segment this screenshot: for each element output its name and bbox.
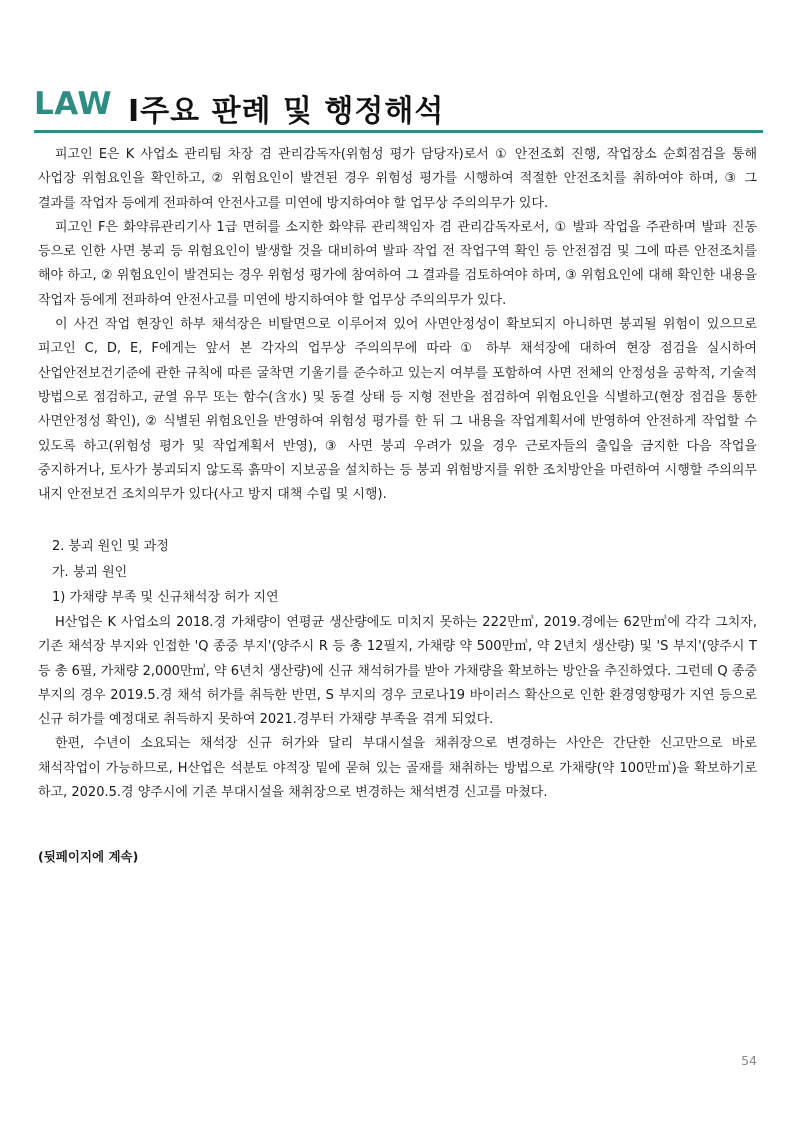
heading-section-2: 2. 붕괴 원인 및 과정: [52, 539, 169, 555]
page-header: [34, 84, 762, 128]
document-body: [38, 143, 757, 867]
spacer: [38, 507, 757, 534]
paragraph-reserves: H산업은 K 사업소의 2018.경 가채량이 연평균 생산량에도 미치지 못하는 222만㎥, 2019.경에는 62만㎥에 각각 그치자, 기존 채석장 부지와 인접한 'Q 종중 부지'(양주시 R 등 총 12필지, 가채량 약 500만㎥, 약 2년치 생산량) 및 'S 부지'(양주시 T 등 총 6필, 가채량 2,000만㎥, 약 6년치 생산량)에 신규 채석허가를 받아 가채량을 확보하는 방안을 추진하였다. 그런데 Q 종중 부지의 경우 2019.5.경 채석 허가를 취득한 반면, S 부지의 경우 코로나19 바이러스 확산으로 인한 환경영향평가 지연 등으로 신규 허가를 예정대로 취득하지 못하여 2021.경부터 가채량 부족을 겪게 되었다.: [38, 614, 757, 728]
paragraph-site-duties: 이 사건 작업 현장인 하부 채석장은 비탈면으로 이루어져 있어 사면안정성이 확보되지 아니하면 붕괴될 위험이 있으므로 피고인 C, D, E, F에게는 앞서 본 각자의 업무상 주의의무에 따라 ① 하부 채석장에 대하여 현장 점검을 실시하여 산업안전보건기준에 관한 규칙에 따른 굴착면 기울기를 준수하고 있는지 여부를 포함하여 사면 전체의 안정성을 공학적, 기술적 방법으로 점검하고, 균열 유무 또는 함수(含水) 및 동결 상태 등 지형 전반을 점검하여 위험요인을 식별하고(현장 점검을 통한 사면안정성 확인), ② 식별된 위험요인을 반영하여 위험성 평가를 한 뒤 그 내용을 작업계획서에 반영하여 안전하게 작업할 수 있도록 하고(위험성 평가 및 작업계획서 반영), ③ 사면 붕괴 우려가 있을 경우 근로자들의 출입을 금지한 다음 작업을 중지하거나, 토사가 붕괴되지 않도록 흙막이 지보공을 설치하는 등 붕괴 위험방지를 위한 조치방안을 마련하여 시행할 주의의무 내지 안전보건 조치의무가 있다(사고 방지 대책 수립 및 시행).: [38, 317, 757, 503]
continued-note: (뒷페이지에 계속): [38, 849, 139, 865]
paragraph-defendant-e: 피고인 E은 K 사업소 관리팀 차장 겸 관리감독자(위험성 평가 담당자)로서 ① 안전조회 진행, 작업장소 순회점검을 통해 사업장 위험요인을 확인하고, ② 위험요인이 발견된 경우 위험성 평가를 시행하여 적절한 안전조치를 취하여야 하며, ③ 그 결과를 작업자 등에게 전파하여 안전사고를 미연에 방지하여야 할 업무상 주의의무가 있다.: [38, 147, 757, 211]
section-title: Ⅰ주요 판례 및 행정해석: [128, 94, 445, 129]
law-label: LAW: [34, 86, 113, 122]
heading-item-1: 1) 가채량 부족 및 신규채석장 허가 지연: [52, 590, 279, 606]
page-number: 54: [741, 1053, 757, 1068]
header-divider: [34, 130, 763, 133]
paragraph-change-report: 한편, 수년이 소요되는 채석장 신규 허가와 달리 부대시설을 채취장으로 변경하는 사안은 간단한 신고만으로 바로 채석작업이 가능하므로, H산업은 석분토 야적장 밑에 묻혀 있는 골재를 채취하는 방법으로 가채량(약 100만㎥)을 확보하기로 하고, 2020.5.경 양주시에 기존 부대시설을 채취장으로 변경하는 채석변경 신고를 마쳤다.: [38, 736, 757, 801]
spacer: [38, 805, 757, 847]
paragraph-defendant-f: 피고인 F은 화약류관리기사 1급 면허를 소지한 화약류 관리책임자 겸 관리감독자로서, ① 발파 작업을 주관하며 발파 진동 등으로 인한 사면 붕괴 등 위험요인이 발생할 것을 대비하여 발파 작업 전 작업구역 확인 등 안전점검 및 그에 따른 안전조치를 해야 하고, ② 위험요인이 발견되는 경우 위험성 평가에 참여하여 그 결과를 검토하여야 하며, ③ 위험요인에 대해 확인한 내용을 작업자 등에게 전파하여 안전사고를 미연에 방지하여야 할 업무상 주의의무가 있다.: [38, 219, 757, 308]
heading-subsection-a: 가. 붕괴 원인: [52, 564, 128, 580]
